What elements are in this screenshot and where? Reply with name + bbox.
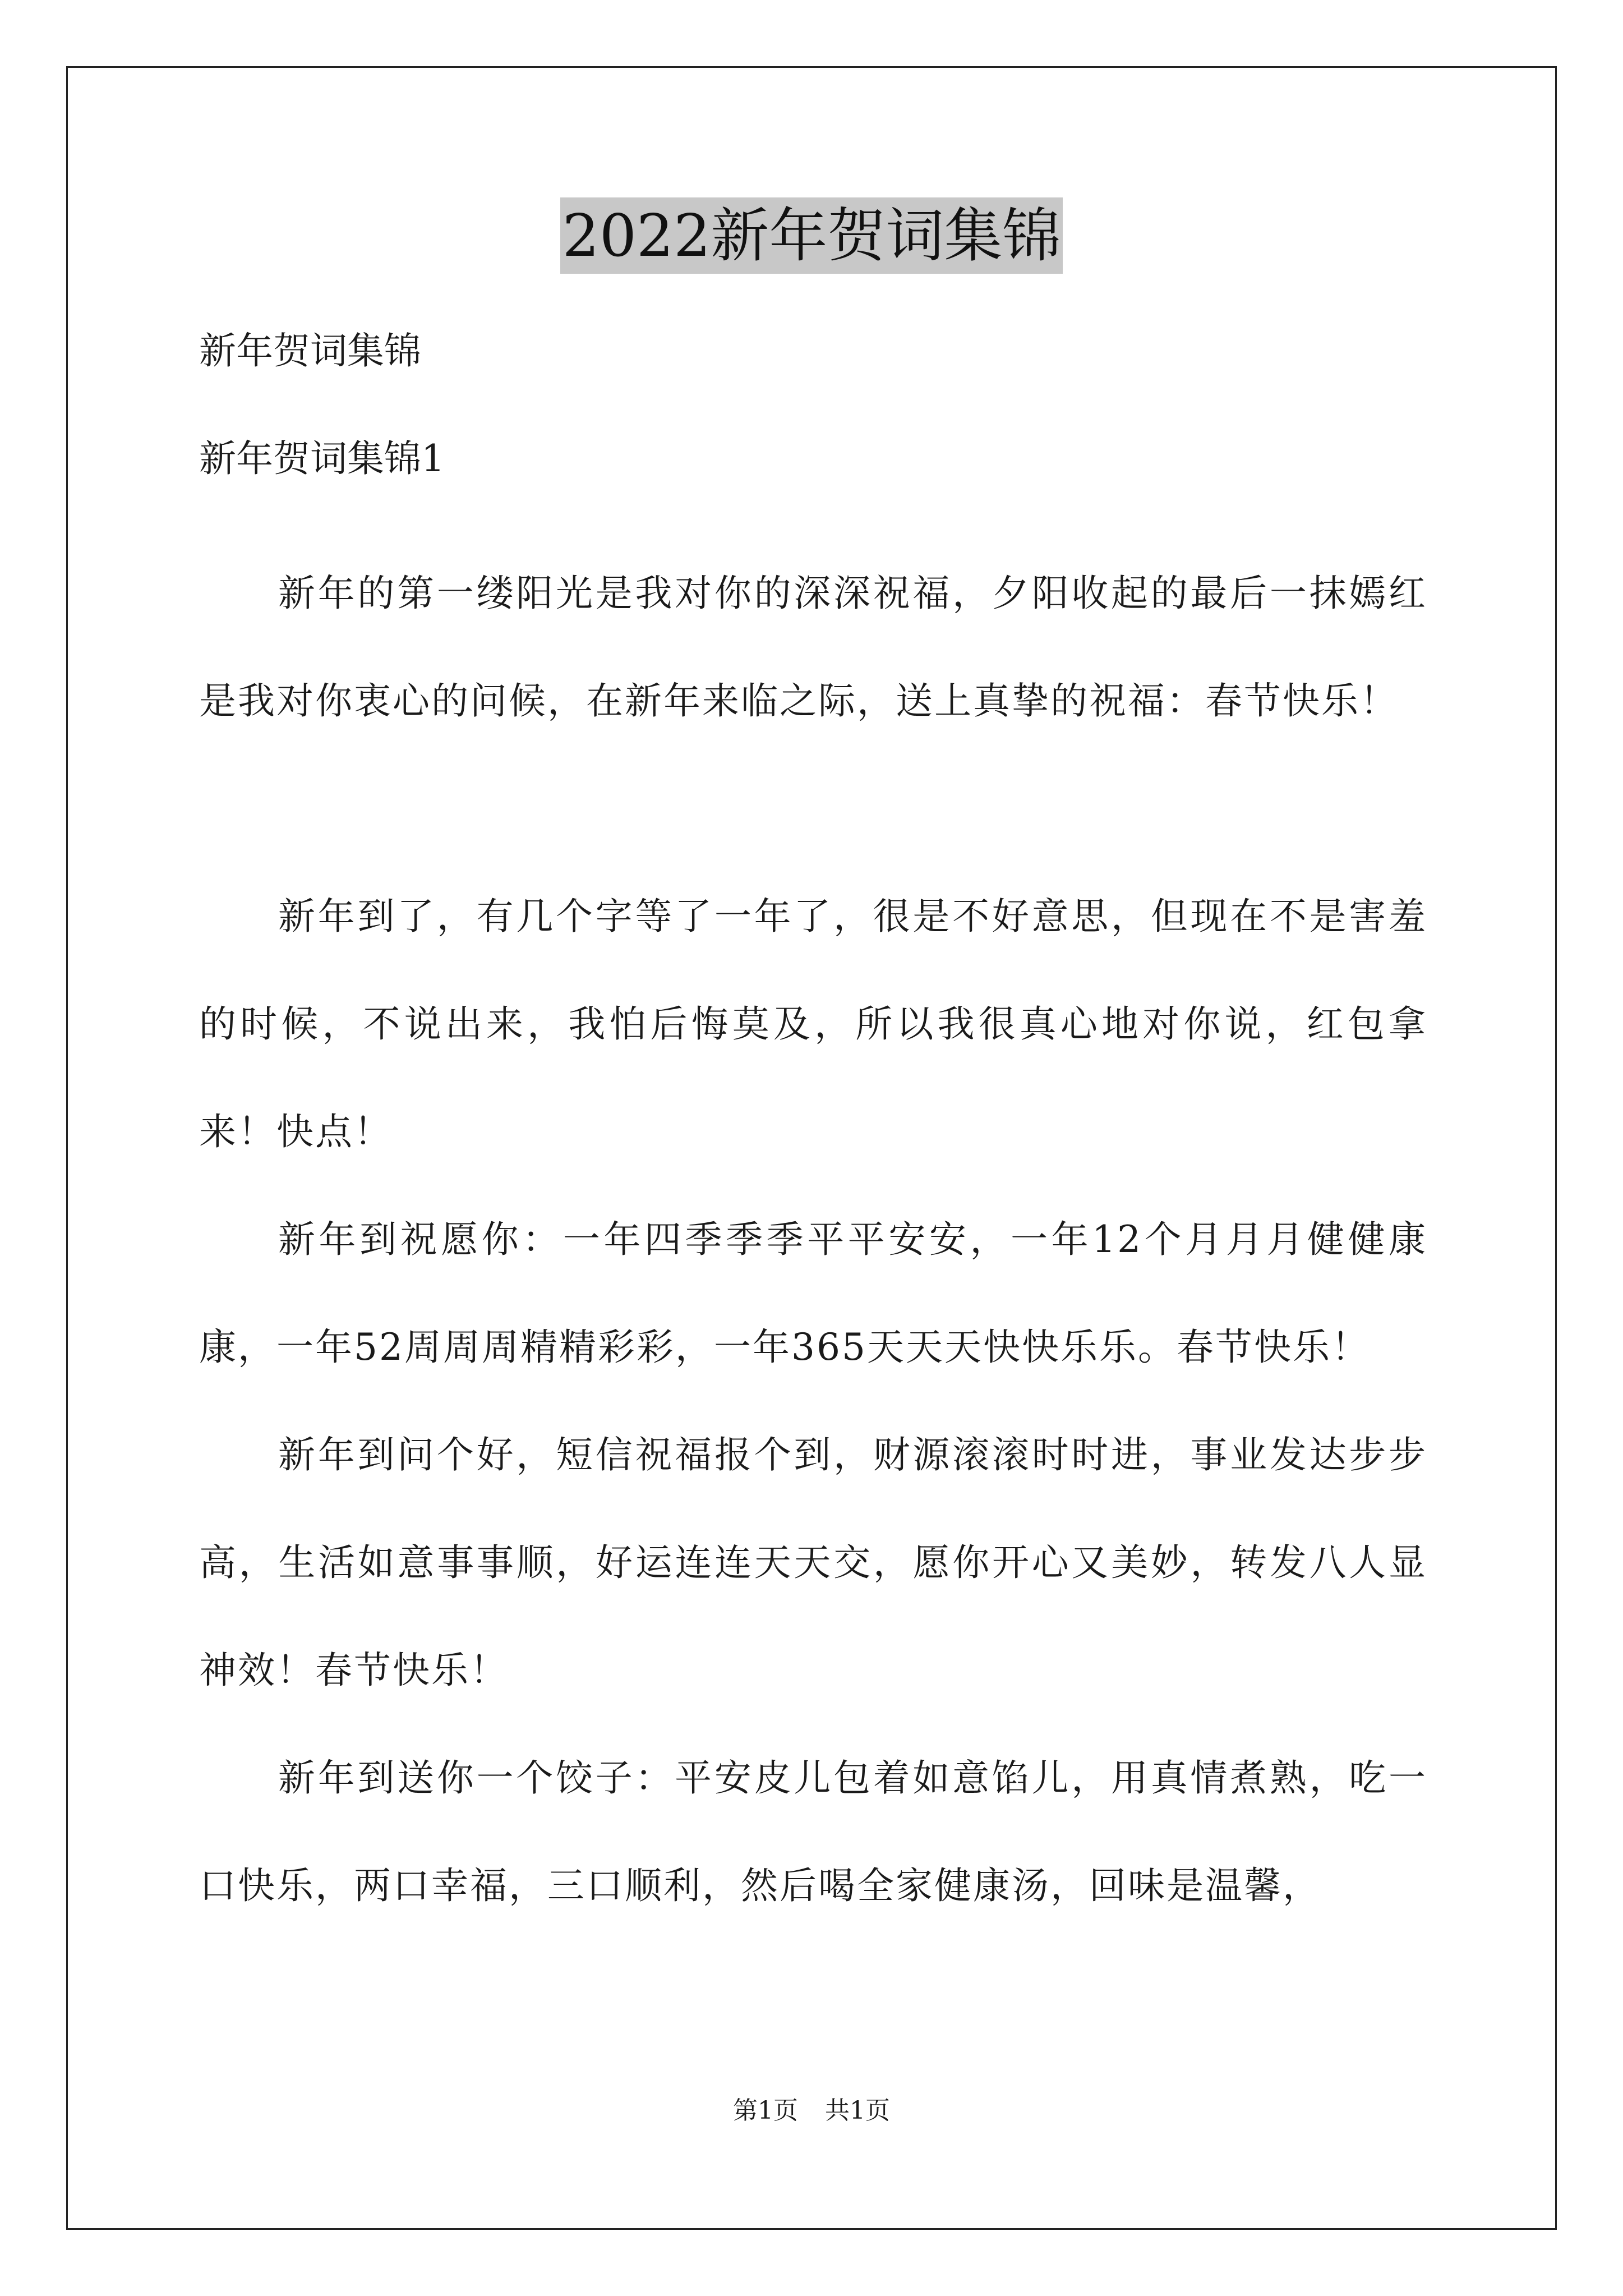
document-body (199, 324, 1427, 1940)
document-title: 2022新年贺词集锦 (560, 197, 1063, 274)
page-number-current: 第1页 (733, 2096, 798, 2125)
paragraph-3: 新年到祝愿你：一年四季季季平平安安，一年12个月月月健健康康，一年52周周周精精彩彩，一年365天天天快快乐乐。春节快乐！ (199, 1218, 1427, 1369)
paragraph-5: 新年到送你一个饺子：平安皮儿包着如意馅儿，用真情煮熟，吃一口快乐，两口幸福，三口顺利，然后喝全家健康汤，回味是温馨， (199, 1756, 1427, 1907)
page-number-total: 共1页 (825, 2096, 890, 2125)
paragraph-2: 新年到了，有几个字等了一年了，很是不好意思，但现在不是害羞的时候，不说出来，我怕后悔莫及，所以我很真心地对你说，红包拿来！快点！ (199, 895, 1427, 1153)
section-heading: 新年贺词集锦1 (199, 437, 445, 480)
paragraph-spacer (199, 755, 1427, 863)
paragraph-1: 新年的第一缕阳光是我对你的深深祝福，夕阳收起的最后一抹嫣红是我对你衷心的问候，在新年来临之际，送上真挚的祝福：春节快乐！ (199, 572, 1427, 723)
title-container (0, 197, 1623, 274)
page-footer (0, 2094, 1623, 2128)
paragraph-4: 新年到问个好，短信祝福报个到，财源滚滚时时进，事业发达步步高，生活如意事事顺，好运连连天天交，愿你开心又美妙，转发八人显神效！春节快乐！ (199, 1433, 1427, 1692)
document-subtitle: 新年贺词集锦 (199, 329, 421, 372)
